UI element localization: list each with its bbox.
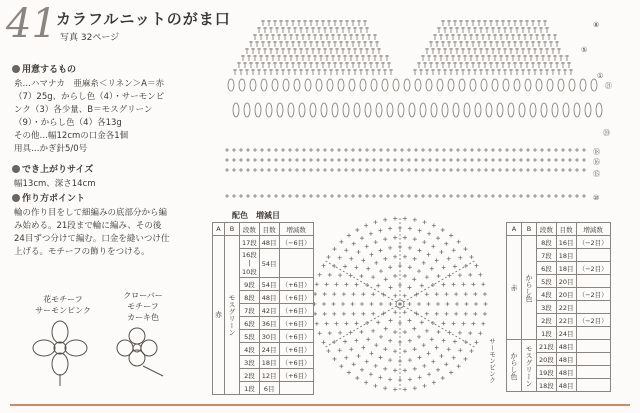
page-title: カラフルニットのがま口	[56, 10, 231, 28]
clover-motif-icon	[105, 322, 175, 378]
row-label-21: ㉑	[605, 82, 612, 90]
points-text: 輪の作り目をして細編みの底部分から編 み始める。21段まで輪に編み、その後 24目ずつ分けて編む。口金を縫いつけ仕 上げる。モチーフの飾りをつける。	[14, 208, 170, 257]
row-label-10: ⑩	[593, 194, 600, 202]
bullet-icon	[12, 194, 20, 202]
color-table-title: 配色 増減目	[232, 211, 280, 220]
row-label-20: ⑳	[603, 129, 610, 137]
bullet-icon	[12, 65, 20, 73]
rows-16-10: 16段 | 10段	[240, 249, 260, 278]
right-color-b-top: からし色	[522, 236, 537, 340]
row-label-8: ⑧	[593, 21, 600, 29]
row-label-15: ⑮	[593, 170, 600, 178]
row-label-18: ⑱	[593, 148, 600, 156]
row-label-5: ⑤	[581, 46, 588, 54]
flower-motif-icon	[30, 318, 90, 388]
materials-list: 糸…ハマナカ 亜麻糸＜リネン＞A＝赤 （7）25g、からし色（4）・サーモンピ ンク（3）各少量、B＝モスグリーン （9）・からし色（4）各13g その他…幅12cmの口金各1個 用具…かぎ針5/0号	[14, 79, 165, 154]
points-heading: 作り方ポイント	[12, 193, 85, 206]
clover-motif-label: クローバー モチーフ カーキ色	[123, 291, 163, 322]
materials-heading: 用意するもの	[12, 64, 76, 77]
round-stitch-chart	[305, 212, 495, 402]
bottom-rule	[10, 404, 630, 406]
color-b-cell: モスグリーン	[225, 236, 240, 395]
right-count-table: A B 段数 目数 増減数 赤 からし色 8段 16目 （−2目） 7段 18目 6段 18目 （−2目） 5段 20目 4段 20目 （−2目） 3段 22目 2段 22目 （−2目） 1段 24目 からし色 モスグリーン 21段 48目 20段 48目 19段 48目 18段 48目	[506, 222, 611, 392]
left-count-table: A B 段数 目数 増減数 赤 モスグリーン 17段 48目 （−6目） 16段 | 10段 54目 9段 54目 （+6目） 8段 48目 （+6目） 7段 42目 （+6目） 6段 36目 （+6目） 5段 30目 （+6目） 4段 24目 （+6目） 3段 18目 （+6目） 2段 12目 （+6目） 1段 6目	[212, 222, 314, 395]
row-label-1: ①	[597, 72, 604, 80]
right-color-a-top: 赤	[507, 236, 522, 340]
stitch-chart-top	[215, 10, 635, 210]
size-text: 幅13cm、深さ14cm	[14, 179, 96, 189]
right-color-b-bottom: モスグリーン	[522, 340, 537, 392]
size-heading: でき上がりサイズ	[12, 164, 93, 177]
pattern-number: 41	[6, 1, 57, 47]
right-color-a-bottom: からし色	[507, 340, 522, 392]
row-label-16: ⑯	[593, 158, 600, 166]
salmon-pink-label: サーモンピンク	[488, 338, 496, 384]
color-a-cell: 赤	[213, 236, 225, 395]
flower-motif-label: 花モチーフ サーモンピンク	[35, 295, 91, 315]
photo-reference: 写真 32ページ	[60, 33, 120, 43]
bullet-icon	[12, 165, 20, 173]
